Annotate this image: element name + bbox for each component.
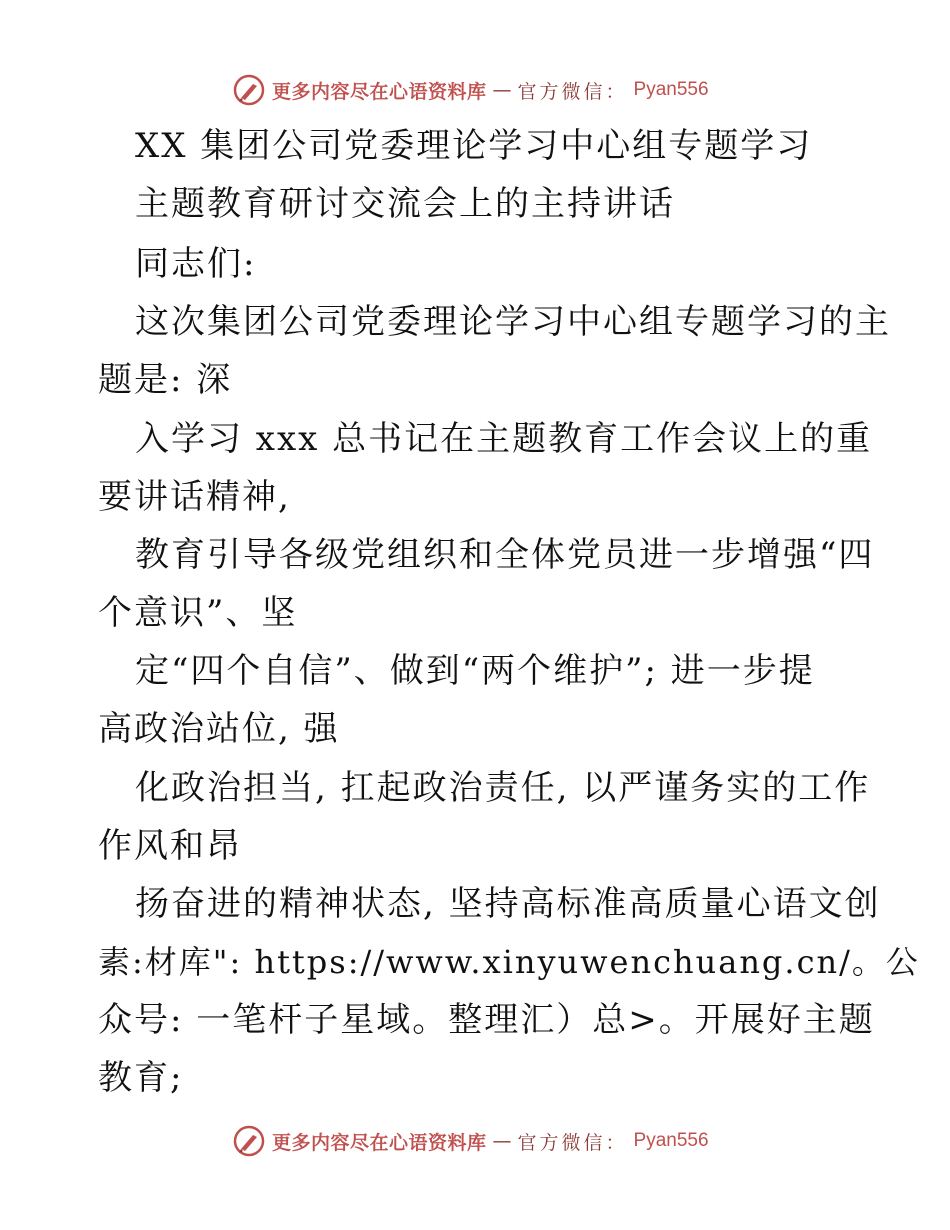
body-line: 这次集团公司党委理论学习中心组专题学习的主: [135, 302, 891, 342]
pen-circle-logo-icon: [232, 1124, 266, 1158]
salutation: 同志们:: [135, 244, 257, 284]
body-line: 个意识”、坚: [98, 593, 298, 633]
body-line: 教育;: [98, 1058, 184, 1098]
body-line: 高政治站位, 强: [98, 709, 340, 749]
body-line: 素:材库": https://www.xinyuwenchuang.cn/。公: [98, 943, 920, 981]
body-line: 教育引导各级党组织和全体党员进一步增强“四: [135, 535, 875, 575]
watermark-text: 更多内容尽在心语资料库: [272, 1131, 487, 1154]
watermark-wechat-label: 官方微信：: [517, 1131, 628, 1154]
watermark-banner-bottom: [232, 1121, 712, 1161]
watermark-separator: —: [492, 79, 512, 101]
body-line: 入学习 xxx 总书记在主题教育工作会议上的重: [135, 419, 873, 459]
body-line: 定“四个自信”、做到“两个维护”; 进一步提: [135, 651, 815, 691]
body-line: 作风和昂: [98, 826, 242, 866]
watermark-text: 更多内容尽在心语资料库: [272, 80, 487, 103]
document-title-line-2: 主题教育研讨交流会上的主持讲话: [135, 184, 675, 224]
body-line: 扬奋进的精神状态, 坚持高标准高质量心语文创: [135, 884, 881, 924]
body-line: 众号: 一笔杆子星域。整理汇）总>。开展好主题: [98, 1000, 875, 1040]
document-title-line-1: XX 集团公司党委理论学习中心组专题学习: [135, 126, 813, 166]
body-line: 要讲话精神,: [98, 477, 291, 517]
watermark-wechat-label: 官方微信：: [517, 80, 628, 103]
watermark-separator: —: [492, 1130, 512, 1152]
body-line: 题是: 深: [98, 360, 233, 400]
watermark-wechat-id: Pyan556: [633, 79, 709, 100]
watermark-wechat-id: Pyan556: [633, 1130, 709, 1151]
body-line: 化政治担当, 扛起政治责任, 以严谨务实的工作: [135, 768, 871, 808]
